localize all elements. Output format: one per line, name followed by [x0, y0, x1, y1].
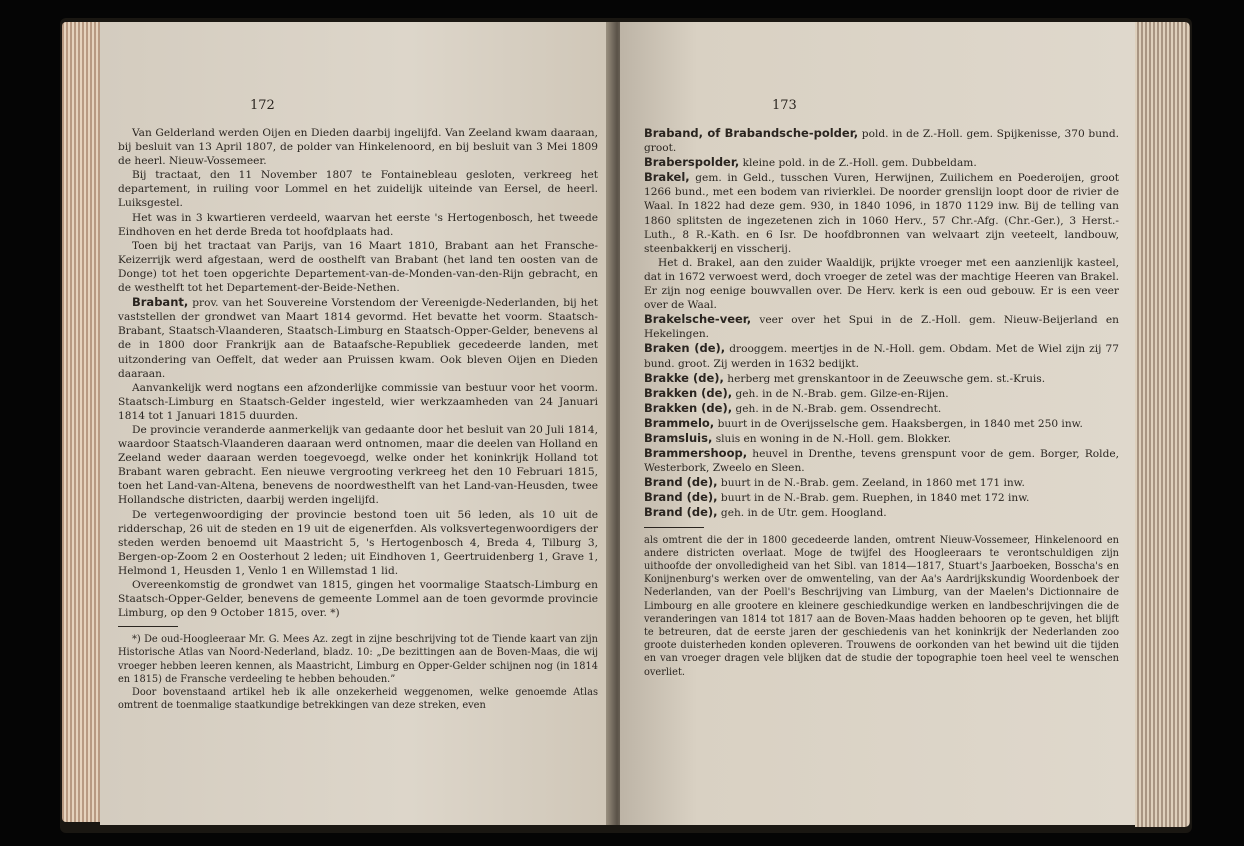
dictionary-entry	[644, 431, 1119, 446]
entry-body: buurt in de N.-Brab. gem. Zeeland, in 1860 met 171 inw.	[720, 477, 1025, 490]
dictionary-entry	[644, 446, 1119, 475]
dictionary-entry	[644, 505, 1119, 520]
entry-body: geh. in de N.-Brab. gem. Gilze-en-Rijen.	[735, 387, 949, 400]
headword: Brand (de),	[644, 490, 718, 505]
paragraph: Bij tractaat, den 11 November 1807 te Fontainebleau gesloten, verkreeg het departement, in ruiling voor Lommel en het zuidelijk uiteinde van Eersel, de heerl. Luiksgestel.	[118, 169, 598, 210]
dictionary-entry	[644, 401, 1119, 416]
dictionary-entry	[644, 170, 1119, 256]
right-page	[620, 22, 1135, 825]
headword: Brammelo,	[644, 415, 715, 430]
headword: Brammershoop,	[644, 446, 748, 461]
headword: Brakke (de),	[644, 370, 724, 385]
dictionary-entry	[644, 416, 1119, 431]
dictionary-entry	[644, 490, 1119, 505]
page-number-right: 173	[772, 98, 797, 113]
paragraph: De provincie veranderde aanmerkelijk van gedaante door het besluit van 20 Juli 1814, waardoor Staatsch-Vlaanderen daaraan werd ontnomen, maar die deelen van Holland en Zeeland weder daaraan werden toegevoegd, welke onder het koninkrijk Holland tot Brabant waren gebracht. Een nieuwe vergrooting verkreeg het den 10 Februari 1815, toen het Land-van-Altena, benevens de noordwesthelft van het Land-van-Heusden, twee Hollandsche districten, daarbij werden ingelijfd.	[118, 423, 598, 507]
brabant-entry	[118, 295, 598, 381]
entry-body: buurt in de Overijsselsche gem. Haaksbergen, in 1840 met 250 inw.	[717, 417, 1083, 430]
left-page-text	[118, 126, 598, 713]
right-page-text	[644, 126, 1119, 679]
footnote: Door bovenstaand artikel heb ik alle onzekerheid weggenomen, welke genoemde Atlas omtrent de toenmalige staatkundige betrekkingen van deze streken, even	[118, 687, 598, 712]
headword: Braberspolder,	[644, 155, 740, 170]
footnote: *) De oud-Hoogleeraar Mr. G. Mees Az. zegt in zijne beschrijving tot de Tiende kaart van zijn Historische Atlas van Noord-Nederland, bladz. 10: „De bezittingen aan de Boven-Maas, die wij vroeger hebben leeren kennen, als Maastricht, Limburg en Opper-Gelder schijnen nog (in 1814 en 1815) de Fransche verdeeling te hebben behouden.”	[118, 634, 598, 685]
entry-body: buurt in de N.-Brab. gem. Ruephen, in 1840 met 172 inw.	[720, 492, 1030, 505]
paragraph: Van Gelderland werden Oijen en Dieden daarbij ingelijfd. Van Zeeland kwam daaraan, bij besluit van 13 April 1807, de polder van Hinkelenoord, en bij besluit van 3 Mei 1809 de heerl. Nieuw-Vossemeer.	[118, 127, 598, 168]
headword: Brabant,	[132, 295, 189, 310]
page-edges-right	[1135, 22, 1190, 827]
entry-body: gem. in Geld., tusschen Vuren, Herwijnen, Zuilichem en Poederoijen, groot 1266 bund., met een bodem van rivierklei. De noorder grenslijn loopt door de rivier de Waal. In 1822 had deze gem. 930, in 1840 1096, in 1870 1129 inw. Bij de telling van 1860 splitsten de ingezetenen zich in 1060 Herv., 57 Chr.-Afg. (Chr.-Ger.), 3 Herst.-Luth., 8 R.-Kath. en 6 Isr. De hoofdbronnen van welvaart zijn veeteelt, landbouw, steenbakkerij en visscherij.	[644, 172, 1119, 255]
dictionary-entry	[644, 312, 1119, 341]
paragraph: Het was in 3 kwartieren verdeeld, waarvan het eerste 's Hertogenbosch, het tweede Eindhoven en het derde Breda tot hoofdplaats had.	[118, 211, 598, 238]
footnote-rule	[118, 626, 178, 627]
headword: Braband, of Brabandsche-polder,	[644, 126, 859, 140]
headword: Brand (de),	[644, 505, 718, 520]
dictionary-entry	[644, 386, 1119, 401]
headword: Bramsluis,	[644, 430, 713, 445]
entry-body: herberg met grenskantoor in de Zeeuwsche gem. st.-Kruis.	[727, 372, 1046, 385]
footnote-rule	[644, 527, 704, 528]
dictionary-entry	[644, 475, 1119, 490]
dictionary-entry	[644, 371, 1119, 386]
entry-body: geh. in de N.-Brab. gem. Ossendrecht.	[735, 402, 942, 415]
entry-body: pold. in de Z.-Holl. gem. Spijkenisse, 370 bund. groot.	[644, 128, 1120, 155]
paragraph: Aanvankelijk werd nogtans een afzonderlijke commissie van bestuur voor het voorm. Staatsch-Limburg en Staatsch-Gelder ingesteld, wier werkzaamheden van 24 Januari 1814 tot 1 Januari 1815 duurden.	[118, 381, 598, 422]
headword: Braken (de),	[644, 341, 726, 356]
page-number-left: 172	[250, 98, 275, 113]
dictionary-entry	[644, 155, 1119, 170]
paragraph: De vertegenwoordiging der provincie bestond toen uit 56 leden, als 10 uit de ridderschap, 26 uit de steden en 19 uit de eigenerfden. Als volksvertegenwoordigers der steden werden benoemd uit Maastricht 5, 's Hertogenbosch 4, Breda 4, Tilburg 3, Bergen-op-Zoom 2 en Oosterhout 2 leden; uit Eindhoven 1, Geertruidenberg 1, Grave 1, Helmond 1, Heusden 1, Venlo 1 en Willemstad 1 lid.	[118, 508, 598, 577]
headword: Brakken (de),	[644, 385, 733, 400]
paragraph: Overeenkomstig de grondwet van 1815, gingen het voormalige Staatsch-Limburg en Staatsch-Opper-Gelder, benevens de gemeente Lommel aan de toen gevormde provincie Limburg, op den 9 October 1815, over. *)	[118, 579, 598, 620]
headword: Brand (de),	[644, 475, 718, 490]
page-edges-left	[62, 22, 102, 822]
dictionary-entry	[644, 256, 1119, 312]
entry-body: Het d. Brakel, aan den zuider Waaldijk, prijkte vroeger met een aanzienlijk kasteel, dat in 1672 verwoest werd, doch vroeger de zetel was der machtige Heeren van Brakel. Er zijn nog eenige bouwvallen over. De Herv. kerk is een oud gebouw. Er is een veer over de Waal.	[644, 256, 1119, 312]
dictionary-entry	[644, 126, 1119, 155]
entry-body: geh. in de Utr. gem. Hoogland.	[720, 507, 887, 520]
headword: Brakel,	[644, 170, 690, 185]
entry-body: kleine pold. in de Z.-Holl. gem. Dubbeldam.	[742, 157, 977, 170]
footnotes	[118, 633, 598, 712]
left-page	[100, 22, 615, 825]
entry-body: sluis en woning in de N.-Holl. gem. Blokker.	[715, 432, 952, 445]
entry-body: veer over het Spui in de Z.-Holl. gem. Nieuw-Beijerland en Hekelingen.	[644, 314, 1119, 341]
footnote-text: als omtrent die der in 1800 gecedeerde landen, omtrent Nieuw-Vossemeer, Hinkelenoord en andere districten overlaat. Moge de twijfel des Hoogleeraars te verontschuldigen zijn uithoofde der onvolledigheid van het Sibl. van 1814—1817, Stuart's Jaarboeken, Bosscha's en Konijnenburg's werken over de omwenteling, van der Aa's Aardrijkskundig Woordenboek der Nederlanden, van der Poell's Beschrijving van Limburg, van der Maelen's Dictionnaire de Limbourg en alle grootere en kleinere geschiedkundige werken en landbeschrijvingen die de veranderingen van 1814 tot 1817 aan de Boven-Maas hadden behooren op te geven, het blijft te betreuren, dat de eerste jaren der geschiedenis van het koninkrijk der Nederlanden zoo groote duisterheden konden opleveren. Trouwens de oorkonden van het bewind uit die tijden en van vroeger dragen vele blijken dat de studie der topographie toen heel veel te wenschen overliet.	[644, 534, 1119, 678]
paragraph: Toen bij het tractaat van Parijs, van 16 Maart 1810, Brabant aan het Fransche-Keizerrijk werd afgestaan, werd de oosthelft van Brabant (het land ten oosten van de Donge) tot het toen opgerichte Departement-van-de-Monden-van-den-Rijn gebracht, en de westhelft tot het Departement-der-Beide-Nethen.	[118, 239, 598, 295]
dictionary-entry	[644, 341, 1119, 370]
footnote	[644, 534, 1119, 679]
entry-body: prov. van het Souvereine Vorstendom der Vereenigde-Nederlanden, bij het vaststellen der grondwet van Maart 1814 gevormd. Het bevatte het voorm. Staatsch-Brabant, Staatsch-Vlaanderen, Staatsch-Limburg en Staatsch-Opper-Gelder, benevens al de in 1800 door Frankrijk aan de Bataafsche-Republiek gecedeerde landen, met uitzondering van Oeffelt, dat weder aan Pruissen kwam. Ook bleven Oijen en Dieden daaraan.	[118, 297, 598, 380]
entry-body: heuvel in Drenthe, tevens grenspunt voor de gem. Borger, Rolde, Westerbork, Zweelo en Sleen.	[644, 448, 1119, 475]
headword: Brakelsche-veer,	[644, 312, 752, 327]
entry-body: drooggem. meertjes in de N.-Holl. gem. Obdam. Met de Wiel zijn zij 77 bund. groot. Zij werden in 1632 bedijkt.	[644, 343, 1119, 370]
headword: Brakken (de),	[644, 400, 733, 415]
